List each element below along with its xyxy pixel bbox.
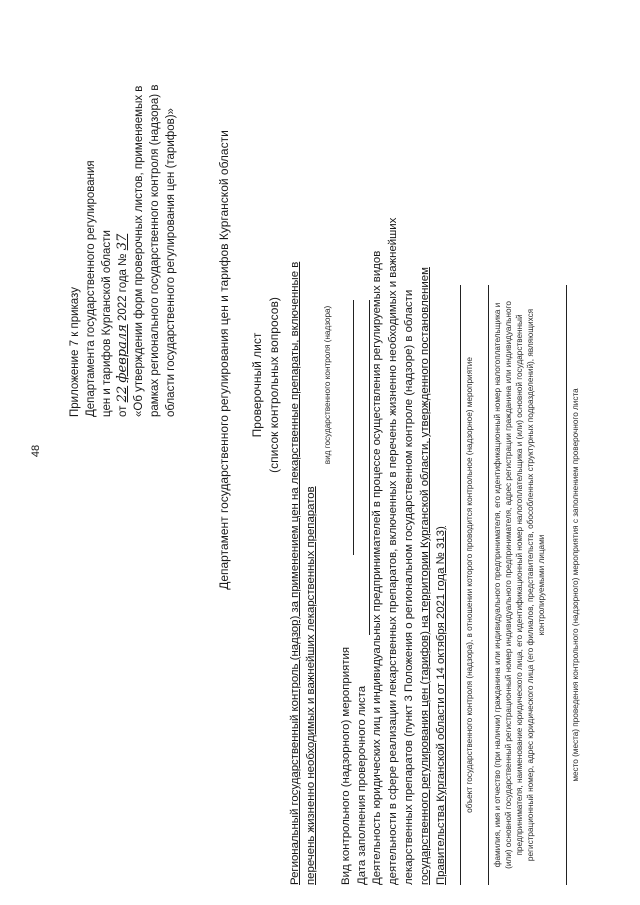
control-type-line-2: перечень жизненно необходимых и важнейших лекарственных препаратов	[305, 486, 317, 885]
person-caption-line-4: регистрационный номер, адрес юридического лица (его филиалов, представительств, обособленных структурных подразделений), являющихся	[526, 308, 535, 862]
object-caption: объект государственного контроля (надзора), в отношении которого проводится контрольное (надзорное) мероприятие	[465, 357, 474, 813]
person-caption-line-5: контролируемыми лицами	[537, 534, 546, 636]
place-line	[566, 285, 567, 885]
control-type-caption: вид государственного контроля (надзора)	[323, 305, 332, 465]
checklist-subtitle: (список контрольных вопросов)	[267, 297, 281, 473]
control-type-line-1: Региональный государственный контроль (надзор) за применением цен на лекарственные препараты, включенные в	[289, 261, 301, 885]
appendix-line-1: Приложение 7 к приказу	[69, 287, 81, 417]
field-kind-label: Вид контрольного (надзорного) мероприятия	[340, 646, 352, 885]
appendix-line-2: Департамента государственного регулирования	[85, 160, 97, 417]
activity-line-2: деятельности в сфере реализации лекарственных препаратов, включенных в перечень жизненно необходимых и важнейших	[387, 217, 399, 885]
date-year: 2022 года №	[117, 253, 129, 322]
field-date-label: Дата заполнения проверочного листа	[356, 685, 368, 885]
appendix-line-6: рамках регионального государственного контроля (надзора) в	[149, 84, 161, 417]
person-caption-line-1: фамилия, имя и отчество (при наличии) гражданина или индивидуального предпринимателя, его идентификационный номер налогоплательщика и	[493, 302, 502, 868]
department-name: Департамент государственного регулирования цен и тарифов Курганской области	[217, 130, 231, 590]
appendix-line-7: области государственного регулирования цен (тарифов)»	[165, 108, 177, 417]
object-line	[460, 285, 461, 885]
person-caption-line-2: (или) основной государственный регистрационный номер индивидуального предпринимателя, адрес регистрации гражданина или индивидуального	[504, 301, 513, 869]
activity-line-1: Деятельность юридических лиц и индивидуальных предпринимателей в процессе осуществления регулируемых видов	[371, 250, 383, 885]
date-prefix: от	[117, 405, 129, 417]
person-caption-line-3: предпринимателя, наименование юридического лица, его идентификационный номер налогоплательщика и (или) основной государственный	[515, 314, 524, 856]
appendix-line-3: цен и тарифов Курганской области	[101, 230, 113, 417]
activity-line-3: лекарственных препаратов (пункт 3 Положения о региональном государственном контроле (надзоре) в области	[403, 289, 415, 885]
field-kind-line	[353, 300, 354, 555]
page-number: 48	[30, 444, 43, 458]
field-date-line	[369, 300, 370, 635]
place-caption: место (места) проведения контрольного (надзорного) мероприятия с заполнением проверочного листа	[571, 388, 580, 782]
checklist-title: Проверочный лист	[250, 332, 264, 438]
activity-line-4: государственного регулирования цен (тарифов) на территории Курганской области, утвержденного постановлением	[419, 267, 431, 885]
date-day: 22	[115, 385, 130, 403]
order-number: 37	[115, 233, 130, 251]
activity-line-5: Правительства Курганской области от 14 октября 2021 года № 313)	[435, 526, 447, 885]
person-line	[488, 285, 489, 885]
appendix-line-5: «Об утверждении форм проверочных листов, применяемых в	[133, 85, 145, 417]
date-month: февраля	[115, 324, 130, 383]
appendix-date-line	[116, 234, 130, 417]
